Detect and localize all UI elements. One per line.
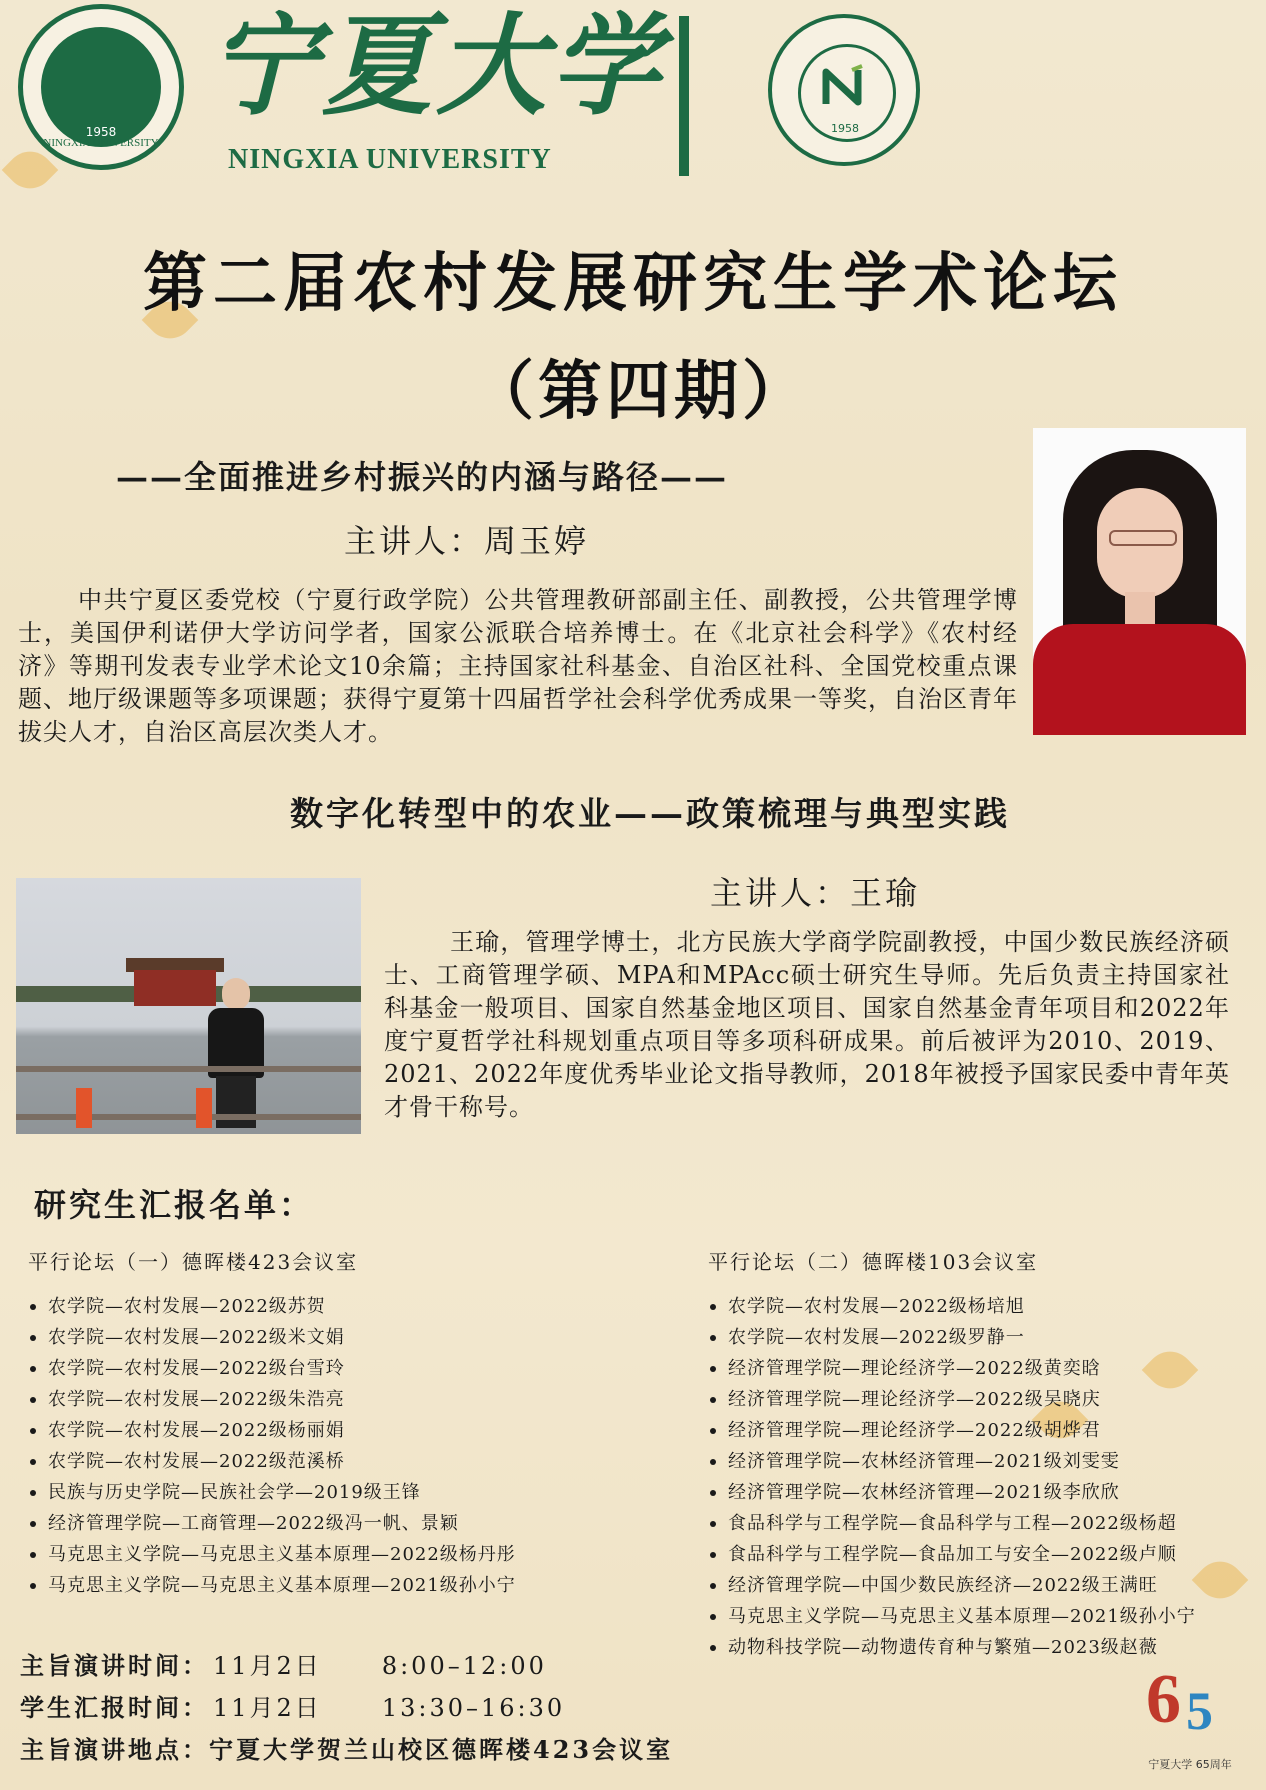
list-item: 农学院—农村发展—2022级杨丽娟 xyxy=(28,1415,668,1446)
school-of-agriculture-seal xyxy=(768,14,920,166)
speaker2-photo xyxy=(16,878,361,1134)
university-name-cn: 宁夏大学 xyxy=(208,1,664,130)
list-item: 经济管理学院—理论经济学—2022级胡烨君 xyxy=(708,1415,1258,1446)
school-seal-emblem-icon xyxy=(818,62,868,112)
list-item: 经济管理学院—理论经济学—2022级黄奕晗 xyxy=(708,1353,1258,1384)
ningxia-university-seal xyxy=(18,4,184,170)
list-item: 动物科技学院—动物遗传育种与繁殖—2023级赵薇 xyxy=(708,1632,1258,1663)
bullet-icon xyxy=(710,1645,716,1651)
list-item: 经济管理学院—农林经济管理—2021级李欣欣 xyxy=(708,1477,1258,1508)
university-name-en: NINGXIA UNIVERSITY xyxy=(228,144,552,175)
forum-issue: （第四期） xyxy=(470,354,810,429)
bullet-icon xyxy=(710,1614,716,1620)
forum1-list xyxy=(28,1291,668,1601)
list-item: 经济管理学院—农林经济管理—2021级刘雯雯 xyxy=(708,1446,1258,1477)
list-item: 经济管理学院—工商管理—2022级冯一帆、景颖 xyxy=(28,1508,668,1539)
talk1-speaker: 主讲人：周玉婷 xyxy=(344,522,590,560)
bullet-icon xyxy=(30,1335,36,1341)
bullet-icon xyxy=(710,1335,716,1341)
list-item: 民族与历史学院—民族社会学—2019级王锋 xyxy=(28,1477,668,1508)
bullet-icon xyxy=(30,1521,36,1527)
bullet-icon xyxy=(710,1304,716,1310)
talk2-bio: 王瑜，管理学博士，北方民族大学商学院副教授，中国少数民族经济硕士、工商管理学硕、MPA和MPAcc硕士研究生导师。先后负责主持国家社科基金一般项目、国家自然基金地区项目、国家自然基金青年项目和2022年度宁夏哲学社科规划重点项目等多项科研成果。前后被评为2010、2019、2021、2022年度优秀毕业论文指导教师，2018年被授予国家民委中青年英才骨干称号。 xyxy=(384,928,1230,1121)
list-item: 马克思主义学院—马克思主义基本原理—2021级孙小宁 xyxy=(28,1570,668,1601)
forum1-column xyxy=(28,1246,668,1601)
list-item: 经济管理学院—中国少数民族经济—2022级王满旺 xyxy=(708,1570,1258,1601)
list-item: 马克思主义学院—马克思主义基本原理—2021级孙小宁 xyxy=(708,1601,1258,1632)
bullet-icon xyxy=(710,1366,716,1372)
header-divider xyxy=(679,16,689,176)
bullet-icon xyxy=(710,1428,716,1434)
speaker1-photo xyxy=(1033,428,1246,735)
bullet-icon xyxy=(710,1583,716,1589)
list-item: 经济管理学院—理论经济学—2022级吴晓庆 xyxy=(708,1384,1258,1415)
talk1-bio: 中共宁夏区委党校（宁夏行政学院）公共管理教研部副主任、副教授，公共管理学博士，美国伊利诺伊大学访问学者，国家公派联合培养博士。在《北京社会科学》《农村经济》等期刊发表专业学术论文10余篇；主持国家社科基金、自治区社科、全国党校重点课题、地厅级课题等多项课题；获得宁夏第十四届哲学社会科学优秀成果一等奖，自治区青年拔尖人才，自治区高层次类人才。 xyxy=(18,586,1018,746)
bullet-icon xyxy=(30,1552,36,1558)
seal-year: 1958 xyxy=(85,125,117,139)
bullet-icon xyxy=(710,1490,716,1496)
forum2-title: 平行论坛（二）德晖楼103会议室 xyxy=(708,1250,1039,1274)
list-item: 农学院—农村发展—2022级苏贺 xyxy=(28,1291,668,1322)
bullet-icon xyxy=(710,1521,716,1527)
bullet-icon xyxy=(30,1366,36,1372)
talk2-topic: 数字化转型中的农业——政策梳理与典型实践 xyxy=(290,794,1010,833)
list-item: 农学院—农村发展—2022级罗静一 xyxy=(708,1322,1258,1353)
forum2-list xyxy=(708,1291,1258,1663)
bullet-icon xyxy=(710,1397,716,1403)
bullet-icon xyxy=(30,1397,36,1403)
list-item: 食品科学与工程学院—食品加工与安全—2022级卢顺 xyxy=(708,1539,1258,1570)
talk1-topic: ——全面推进乡村振兴的内涵与路径—— xyxy=(116,458,729,496)
bullet-icon xyxy=(710,1459,716,1465)
anniversary-65-logo: 6 5 宁夏大学 65周年 xyxy=(1124,1660,1256,1784)
school-seal-year: 1958 xyxy=(831,122,859,135)
report-time: 学生汇报时间： 11月2日 13:30–16:30 xyxy=(20,1693,566,1722)
report-list-heading: 研究生汇报名单： xyxy=(34,1186,315,1224)
forum1-title: 平行论坛（一）德晖楼423会议室 xyxy=(28,1250,359,1274)
list-item: 农学院—农村发展—2022级台雪玲 xyxy=(28,1353,668,1384)
list-item: 马克思主义学院—马克思主义基本原理—2022级杨丹彤 xyxy=(28,1539,668,1570)
list-item: 农学院—农村发展—2022级杨培旭 xyxy=(708,1291,1258,1322)
forum-title: 第二届农村发展研究生学术论坛 xyxy=(143,246,1123,321)
seal-ring-text: NINGXIA UNIVERSITY xyxy=(43,137,159,149)
keynote-time: 主旨演讲时间： 11月2日 8:00–12:00 xyxy=(20,1651,547,1680)
keynote-venue: 主旨演讲地点：宁夏大学贺兰山校区德晖楼423会议室 xyxy=(20,1735,674,1764)
list-item: 农学院—农村发展—2022级范溪桥 xyxy=(28,1446,668,1477)
forum2-column xyxy=(708,1246,1258,1663)
bullet-icon xyxy=(30,1304,36,1310)
list-item: 食品科学与工程学院—食品科学与工程—2022级杨超 xyxy=(708,1508,1258,1539)
bullet-icon xyxy=(30,1583,36,1589)
bullet-icon xyxy=(710,1552,716,1558)
talk2-speaker: 主讲人：王瑜 xyxy=(710,874,921,912)
bullet-icon xyxy=(30,1459,36,1465)
list-item: 农学院—农村发展—2022级朱浩亮 xyxy=(28,1384,668,1415)
bullet-icon xyxy=(30,1428,36,1434)
bullet-icon xyxy=(30,1490,36,1496)
list-item: 农学院—农村发展—2022级米文娟 xyxy=(28,1322,668,1353)
anniversary-caption: 宁夏大学 65周年 xyxy=(1148,1758,1232,1771)
